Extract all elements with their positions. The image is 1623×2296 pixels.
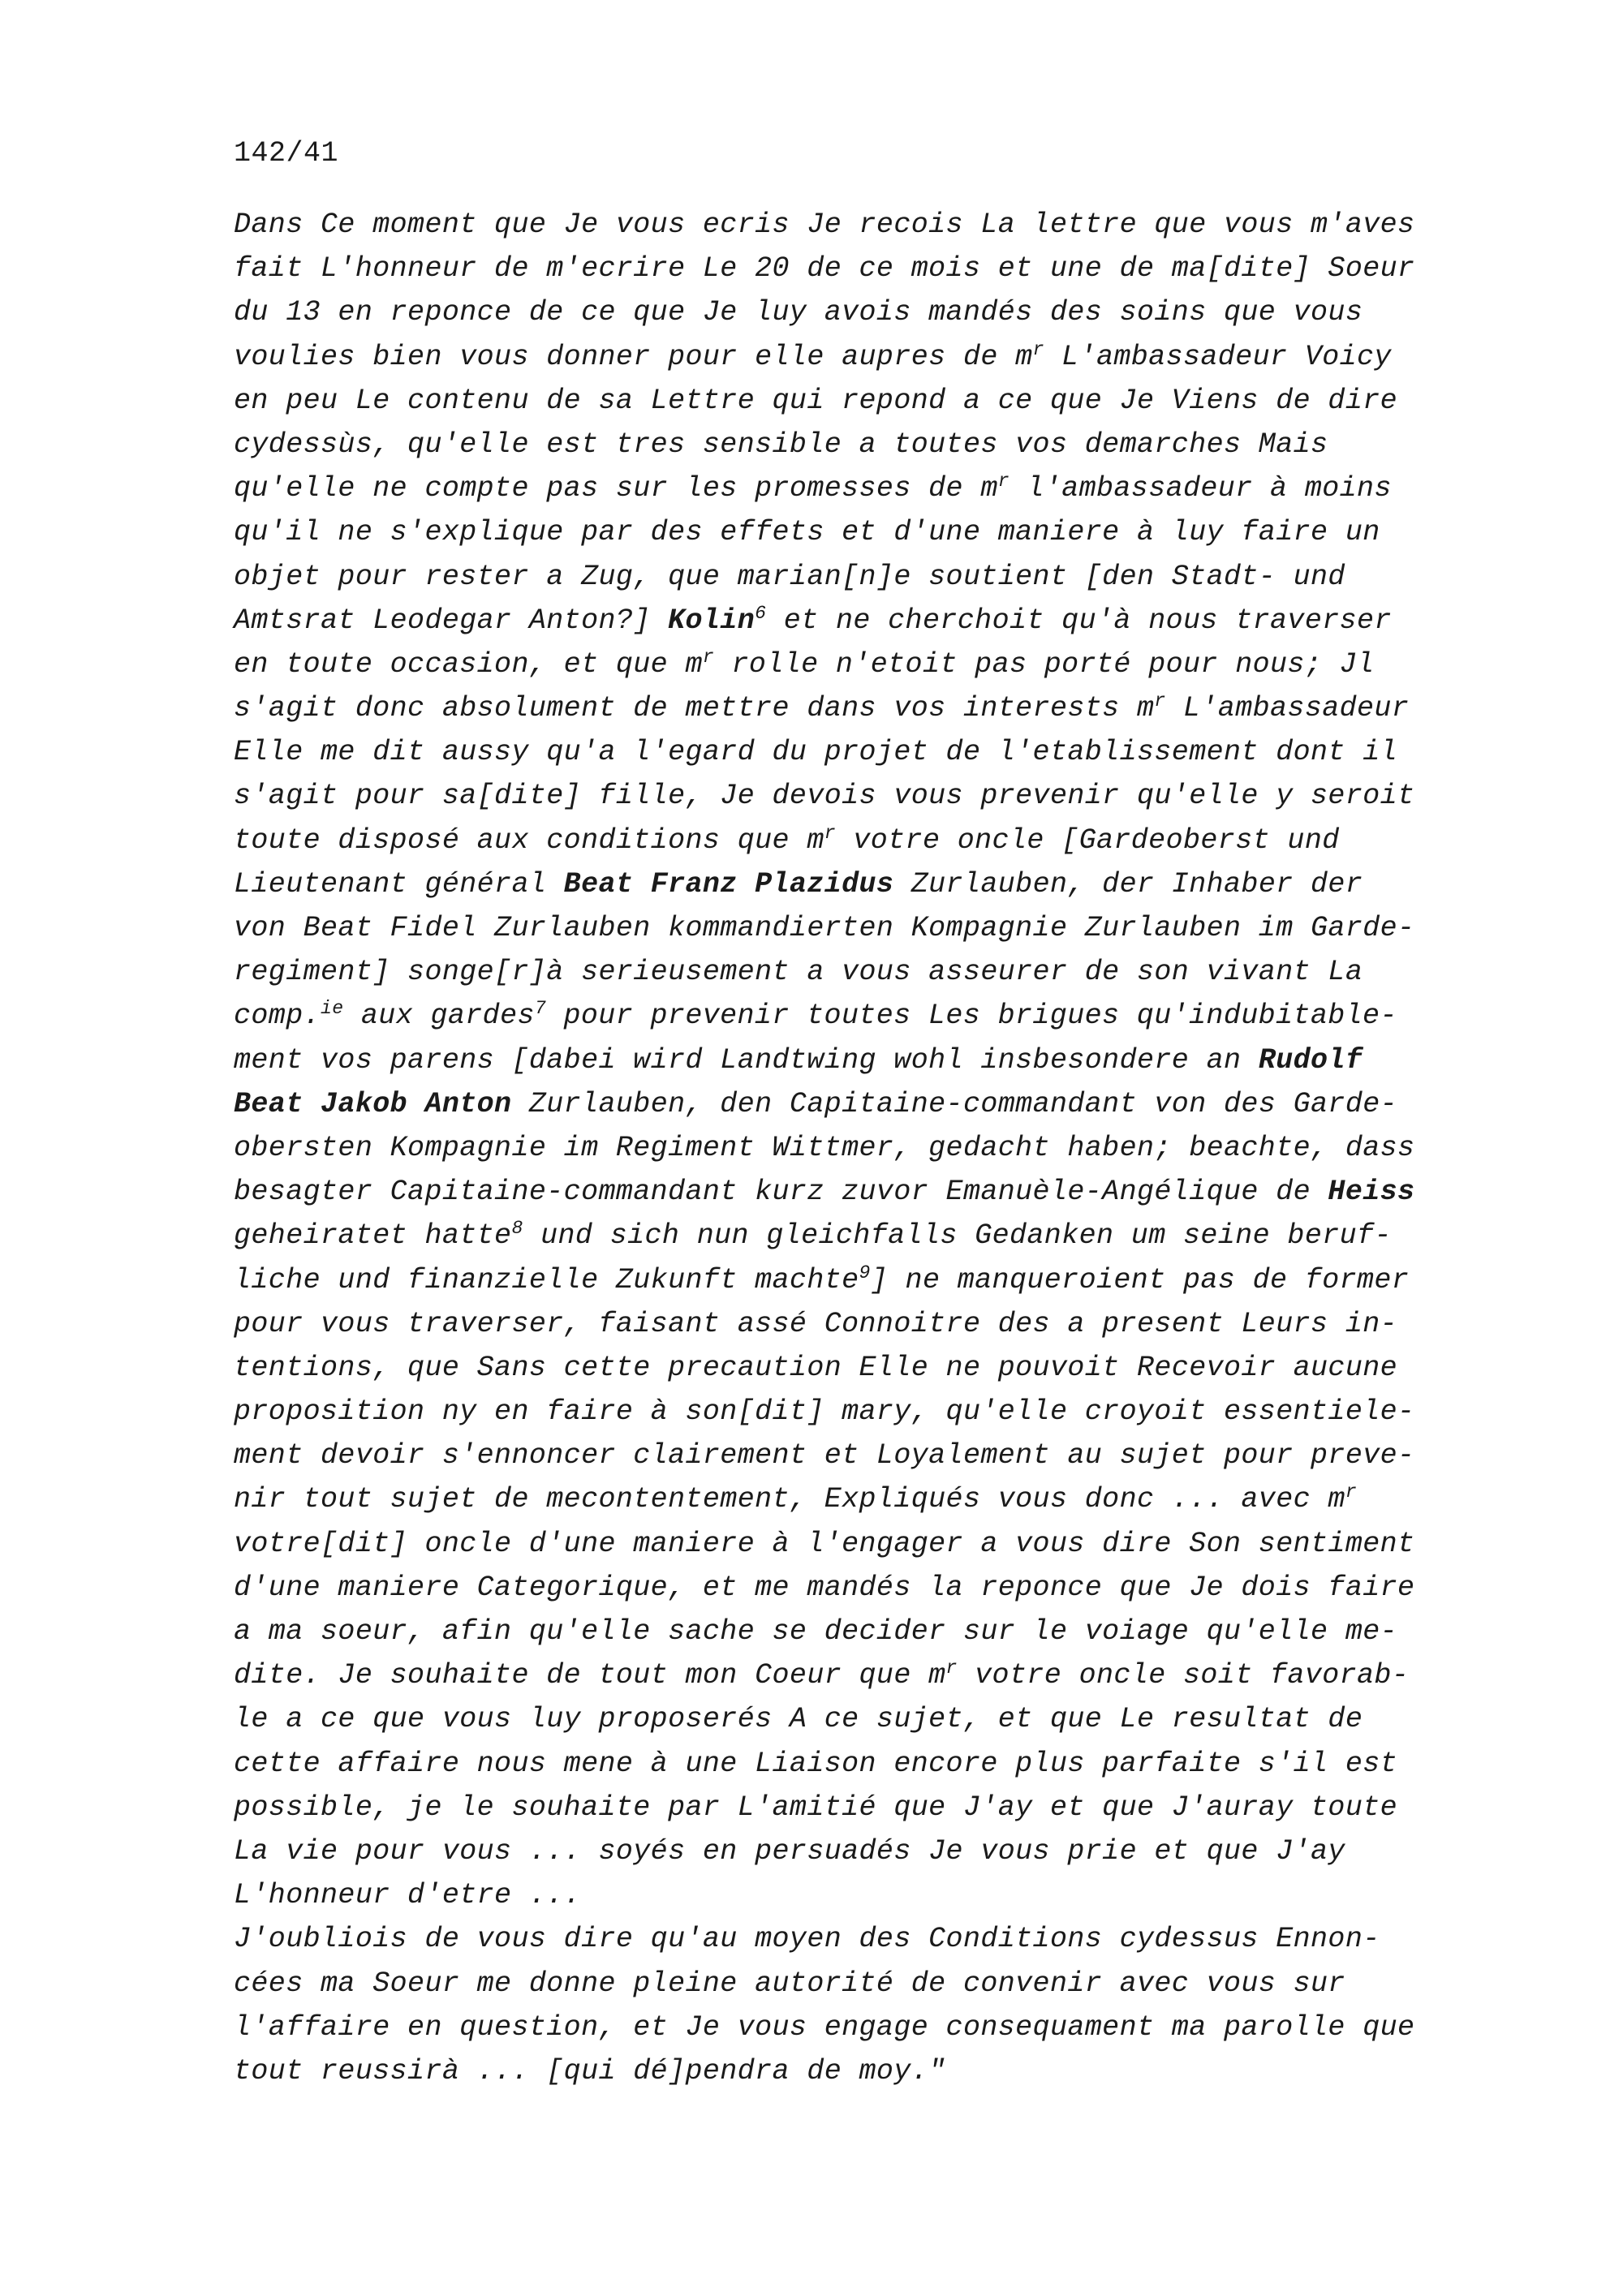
- page-number: 142/41: [234, 137, 339, 170]
- text-segment: cydessùs, qu'elle est tres sensible a toutes vos demarches Mais: [234, 428, 1328, 461]
- text-line: [234, 1610, 1500, 1653]
- text-segment: nir tout sujet de mecontentement, Expliqués vous donc ... avec m: [234, 1483, 1345, 1516]
- text-line: [234, 467, 1500, 510]
- text-line: [234, 335, 1500, 379]
- text-line: [234, 1697, 1500, 1741]
- text-segment: Lieutenant général: [234, 867, 564, 901]
- text-line: [234, 599, 1500, 643]
- text-segment: voulies bien vous donner pour elle aupres de m: [234, 340, 1033, 373]
- text-segment: Amtsrat Leodegar Anton?]: [234, 604, 669, 637]
- bold-name: Beat Franz Plazidus: [563, 867, 894, 901]
- text-line: [234, 423, 1500, 467]
- text-segment: qu'elle ne compte pas sur les promesses de m: [234, 472, 998, 505]
- text-line: [234, 643, 1500, 686]
- text-segment: J'oubliois de vous dire qu'au moyen des Conditions cydessus Ennon-: [234, 1923, 1380, 1956]
- text-line: [234, 950, 1500, 994]
- text-segment: du 13 en reponce de ce que Je luy avois mandés des soins que vous: [234, 296, 1363, 329]
- text-segment: objet pour rester a Zug, que marian[n]e soutient [den Stadt- und: [234, 560, 1345, 593]
- text-line: [234, 379, 1500, 423]
- bold-name: Kolin: [668, 604, 756, 637]
- text-line: [234, 555, 1500, 599]
- text-segment: possible, je le souhaite par L'amitié que J'ay et que J'auray toute: [234, 1791, 1398, 1824]
- text-segment: le a ce que vous luy proposerés A ce sujet, et que Le resultat de: [234, 1703, 1363, 1736]
- superscript: r: [997, 471, 1010, 492]
- text-segment: ment vos parens [dabei wird Landtwing wohl insbesondere an: [234, 1043, 1259, 1077]
- text-segment: liche und finanzielle Zukunft machte: [234, 1263, 859, 1296]
- superscript: r: [1154, 690, 1166, 712]
- bold-name: Rudolf: [1258, 1043, 1363, 1077]
- text-line: [234, 1038, 1500, 1082]
- text-segment: s'agit donc absolument de mettre dans vos interests m: [234, 692, 1155, 725]
- text-segment: aux gardes: [343, 1000, 535, 1033]
- superscript: r: [702, 646, 715, 668]
- text-segment: tout reussirà ... [qui dé]pendra de moy.": [234, 2054, 946, 2087]
- text-line: [234, 1082, 1500, 1126]
- text-segment: Zurlauben, den Capitaine-commandant von des Garde-: [511, 1087, 1398, 1120]
- superscript: 8: [511, 1218, 523, 1240]
- text-line: [234, 730, 1500, 774]
- text-segment: besagter Capitaine-commandant kurz zuvor Emanuèle-Angélique de: [234, 1176, 1328, 1209]
- text-segment: und sich nun gleichfalls Gedanken um seine beruf-: [523, 1219, 1392, 1253]
- text-segment: proposition ny en faire à son[dit] mary, qu'elle croyoit essentiele-: [234, 1395, 1415, 1429]
- text-line: [234, 510, 1500, 554]
- text-segment: s'agit pour sa[dite] fille, Je devois vous prevenir qu'elle y seroit: [234, 780, 1415, 813]
- text-line: [234, 1170, 1500, 1214]
- text-line: [234, 1346, 1500, 1390]
- text-line: [234, 774, 1500, 818]
- bold-name: Heiss: [1328, 1176, 1415, 1209]
- text-segment: L'honneur d'etre ...: [234, 1879, 582, 1912]
- text-segment: votre[dit] oncle d'une maniere à l'engager a vous dire Son sentiment: [234, 1527, 1415, 1560]
- text-segment: et ne cherchoit qu'à nous traverser: [766, 604, 1392, 637]
- text-segment: comp.: [234, 1000, 321, 1033]
- text-line: [234, 1302, 1500, 1346]
- text-segment: en toute occasion, et que m: [234, 647, 703, 681]
- text-segment: en peu Le contenu de sa Lettre qui repond a ce que Je Viens de dire: [234, 384, 1398, 417]
- superscript: ie: [321, 998, 344, 1020]
- text-line: [234, 290, 1500, 334]
- text-line: [234, 2049, 1500, 2093]
- text-line: [234, 686, 1500, 730]
- text-segment: fait L'honneur de m'ecrire Le 20 de ce mois et une de ma[dite] Soeur: [234, 252, 1415, 286]
- text-line: [234, 1742, 1500, 1786]
- text-line: [234, 1477, 1500, 1521]
- text-segment: toute disposé aux conditions que m: [234, 823, 824, 857]
- text-line: [234, 1258, 1500, 1302]
- text-segment: La vie pour vous ... soyés en persuadés Je vous prie et que J'ay: [234, 1834, 1345, 1868]
- text-segment: rolle n'etoit pas porté pour nous; Jl: [714, 647, 1375, 681]
- text-segment: votre oncle soit favorab-: [957, 1659, 1410, 1692]
- superscript: 7: [534, 998, 547, 1020]
- text-line: [234, 862, 1500, 906]
- text-line: [234, 1829, 1500, 1873]
- text-line: [234, 203, 1500, 247]
- text-segment: votre oncle [Gardeoberst und: [835, 823, 1340, 857]
- text-line: [234, 1566, 1500, 1610]
- text-line: [234, 1653, 1500, 1697]
- superscript: r: [824, 822, 836, 844]
- text-line: [234, 1962, 1500, 2006]
- text-line: [234, 1390, 1500, 1434]
- text-segment: geheiratet hatte: [234, 1219, 512, 1253]
- text-segment: d'une maniere Categorique, et me mandés la reponce que Je dois faire: [234, 1571, 1415, 1604]
- text-segment: cées ma Soeur me donne pleine autorité de convenir avec vous sur: [234, 1967, 1345, 2000]
- text-line: [234, 1873, 1500, 1917]
- text-segment: L'ambassadeur: [1165, 692, 1410, 725]
- bold-name: Beat Jakob Anton: [234, 1087, 512, 1120]
- superscript: r: [1345, 1481, 1358, 1503]
- text-line: [234, 1214, 1500, 1258]
- text-segment: pour prevenir toutes Les brigues qu'indubitable-: [546, 1000, 1397, 1033]
- text-segment: regiment] songe[r]à serieusement a vous asseurer de son vivant La: [234, 956, 1363, 989]
- text-line: [234, 1434, 1500, 1477]
- superscript: 9: [859, 1262, 871, 1283]
- text-line: [234, 2006, 1500, 2049]
- text-segment: Elle me dit aussy qu'a l'egard du projet de l'etablissement dont il: [234, 736, 1398, 769]
- text-segment: Zurlauben, der Inhaber der: [893, 867, 1363, 901]
- letter-transcription: [234, 203, 1500, 2093]
- text-segment: obersten Kompagnie im Regiment Wittmer, gedacht haben; beachte, dass: [234, 1131, 1415, 1164]
- superscript: 6: [755, 602, 767, 624]
- text-segment: l'affaire en question, et Je vous engage consequament ma parolle que: [234, 2010, 1415, 2044]
- text-segment: ment devoir s'ennoncer clairement et Loyalement au sujet pour preve-: [234, 1439, 1415, 1473]
- text-segment: tentions, que Sans cette precaution Elle ne pouvoit Recevoir aucune: [234, 1351, 1398, 1384]
- text-line: [234, 1126, 1500, 1170]
- superscript: r: [1032, 338, 1044, 360]
- text-segment: Dans Ce moment que Je vous ecris Je recois La lettre que vous m'aves: [234, 209, 1415, 241]
- text-segment: L'ambassadeur Voicy: [1044, 340, 1392, 373]
- text-segment: qu'il ne s'explique par des effets et d'une maniere à luy faire un: [234, 516, 1380, 549]
- text-line: [234, 994, 1500, 1038]
- text-segment: pour vous traverser, faisant assé Connoitre des a present Leurs in-: [234, 1307, 1398, 1340]
- text-line: [234, 247, 1500, 290]
- text-line: [234, 1522, 1500, 1566]
- text-line: [234, 819, 1500, 862]
- text-segment: ] ne manqueroient pas de former: [870, 1263, 1410, 1296]
- text-segment: cette affaire nous mene à une Liaison encore plus parfaite s'il est: [234, 1747, 1398, 1780]
- text-line: [234, 906, 1500, 950]
- text-segment: dite. Je souhaite de tout mon Coeur que m: [234, 1659, 946, 1692]
- text-segment: von Beat Fidel Zurlauben kommandierten Kompagnie Zurlauben im Garde-: [234, 912, 1415, 944]
- text-line: [234, 1786, 1500, 1829]
- text-line: [234, 1917, 1500, 1961]
- superscript: r: [945, 1658, 958, 1679]
- text-segment: a ma soeur, afin qu'elle sache se decider sur le voiage qu'elle me-: [234, 1615, 1398, 1648]
- text-segment: l'ambassadeur à moins: [1009, 472, 1392, 505]
